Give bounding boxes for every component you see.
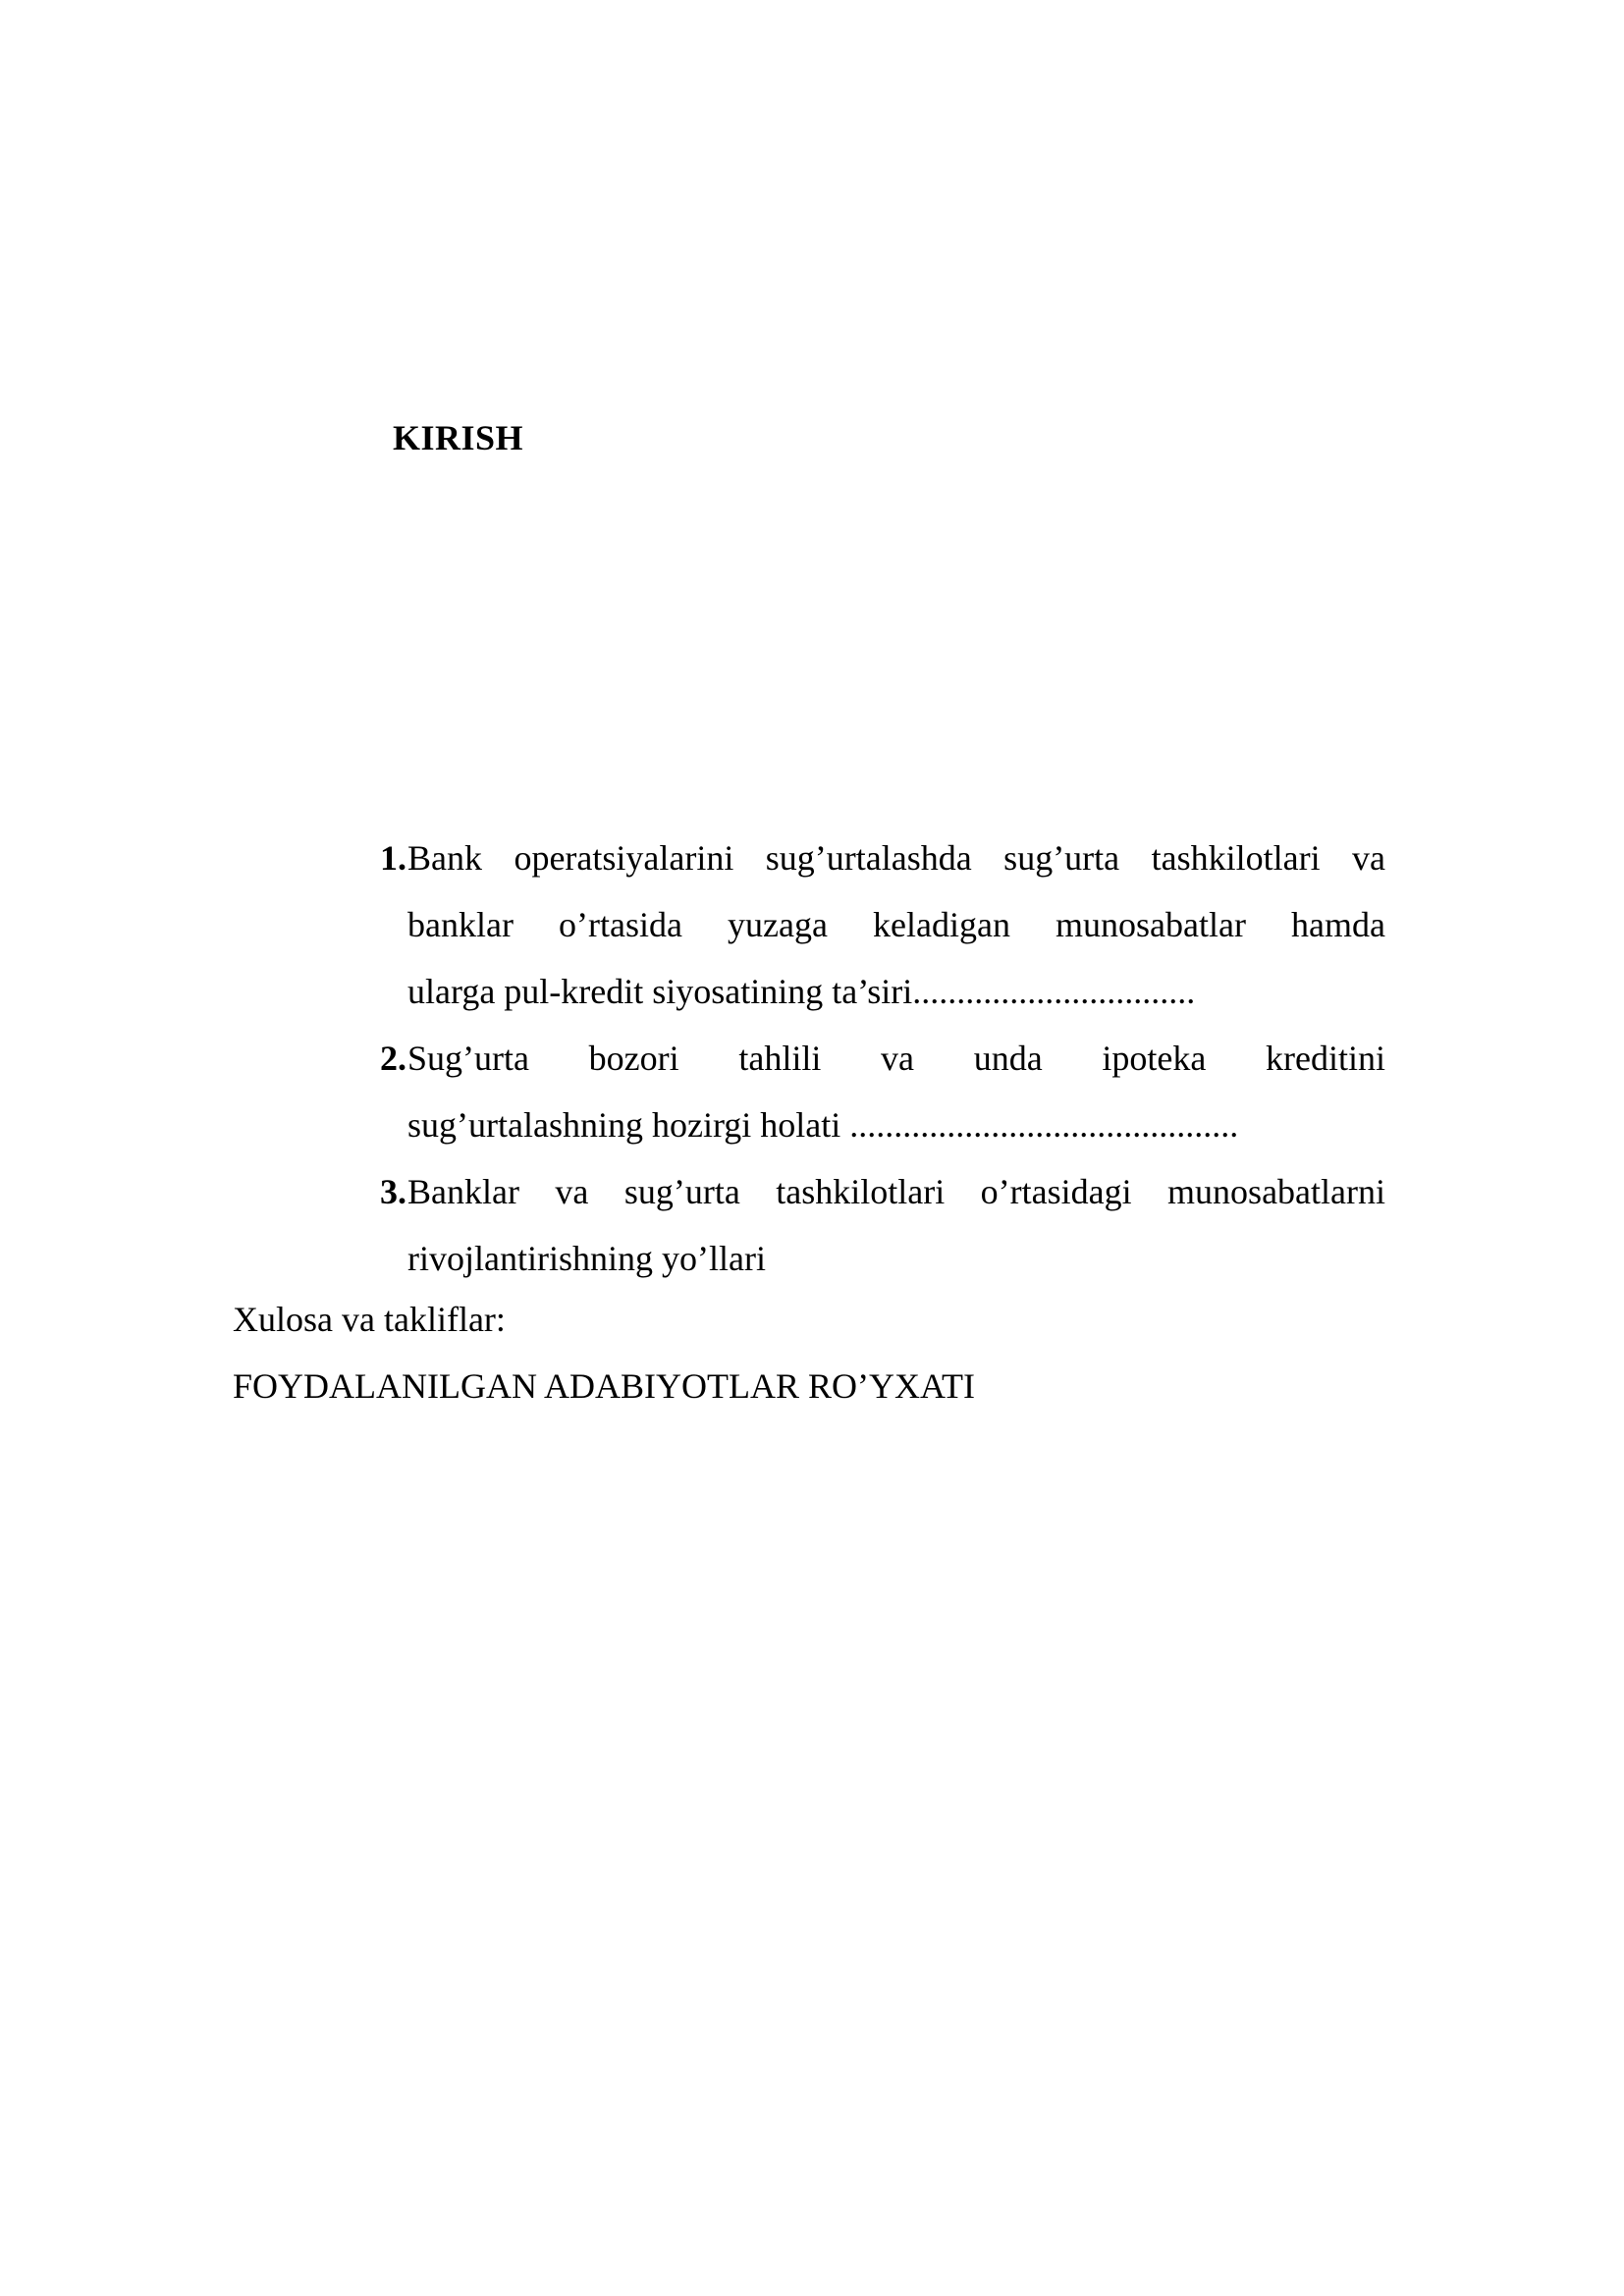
toc-line: ularga pul-kredit siyosatining ta’siri................................ bbox=[407, 972, 1196, 1011]
toc-item-number: 1. bbox=[380, 838, 406, 878]
toc-line: banklar o’rtasida yuzaga keladigan munosabatlar hamda bbox=[407, 905, 1385, 944]
toc-item-text bbox=[407, 825, 1385, 1025]
conclusion-entry: Xulosa va takliflar: bbox=[233, 1300, 506, 1339]
toc-line: sug’urtalashning hozirgi holati ............................................ bbox=[407, 1105, 1239, 1145]
toc-item-number: 3. bbox=[380, 1172, 406, 1211]
toc-line: Sug’urta bozori tahlili va unda ipoteka kreditini bbox=[407, 1039, 1385, 1078]
toc-line: Banklar va sug’urta tashkilotlari o’rtasidagi munosabatlarni bbox=[407, 1172, 1385, 1211]
toc-item-number: 2. bbox=[380, 1039, 406, 1078]
toc-line: rivojlantirishning yo’llari bbox=[407, 1239, 766, 1278]
introduction-heading: KIRISH bbox=[393, 418, 524, 457]
references-entry: FOYDALANILGAN ADABIYOTLAR RO’YXATI bbox=[233, 1366, 975, 1406]
toc-line: Bank operatsiyalarini sug’urtalashda sug’urta tashkilotlari va bbox=[407, 838, 1385, 878]
toc-item-text bbox=[407, 1158, 1385, 1292]
toc-item-text bbox=[407, 1025, 1385, 1158]
